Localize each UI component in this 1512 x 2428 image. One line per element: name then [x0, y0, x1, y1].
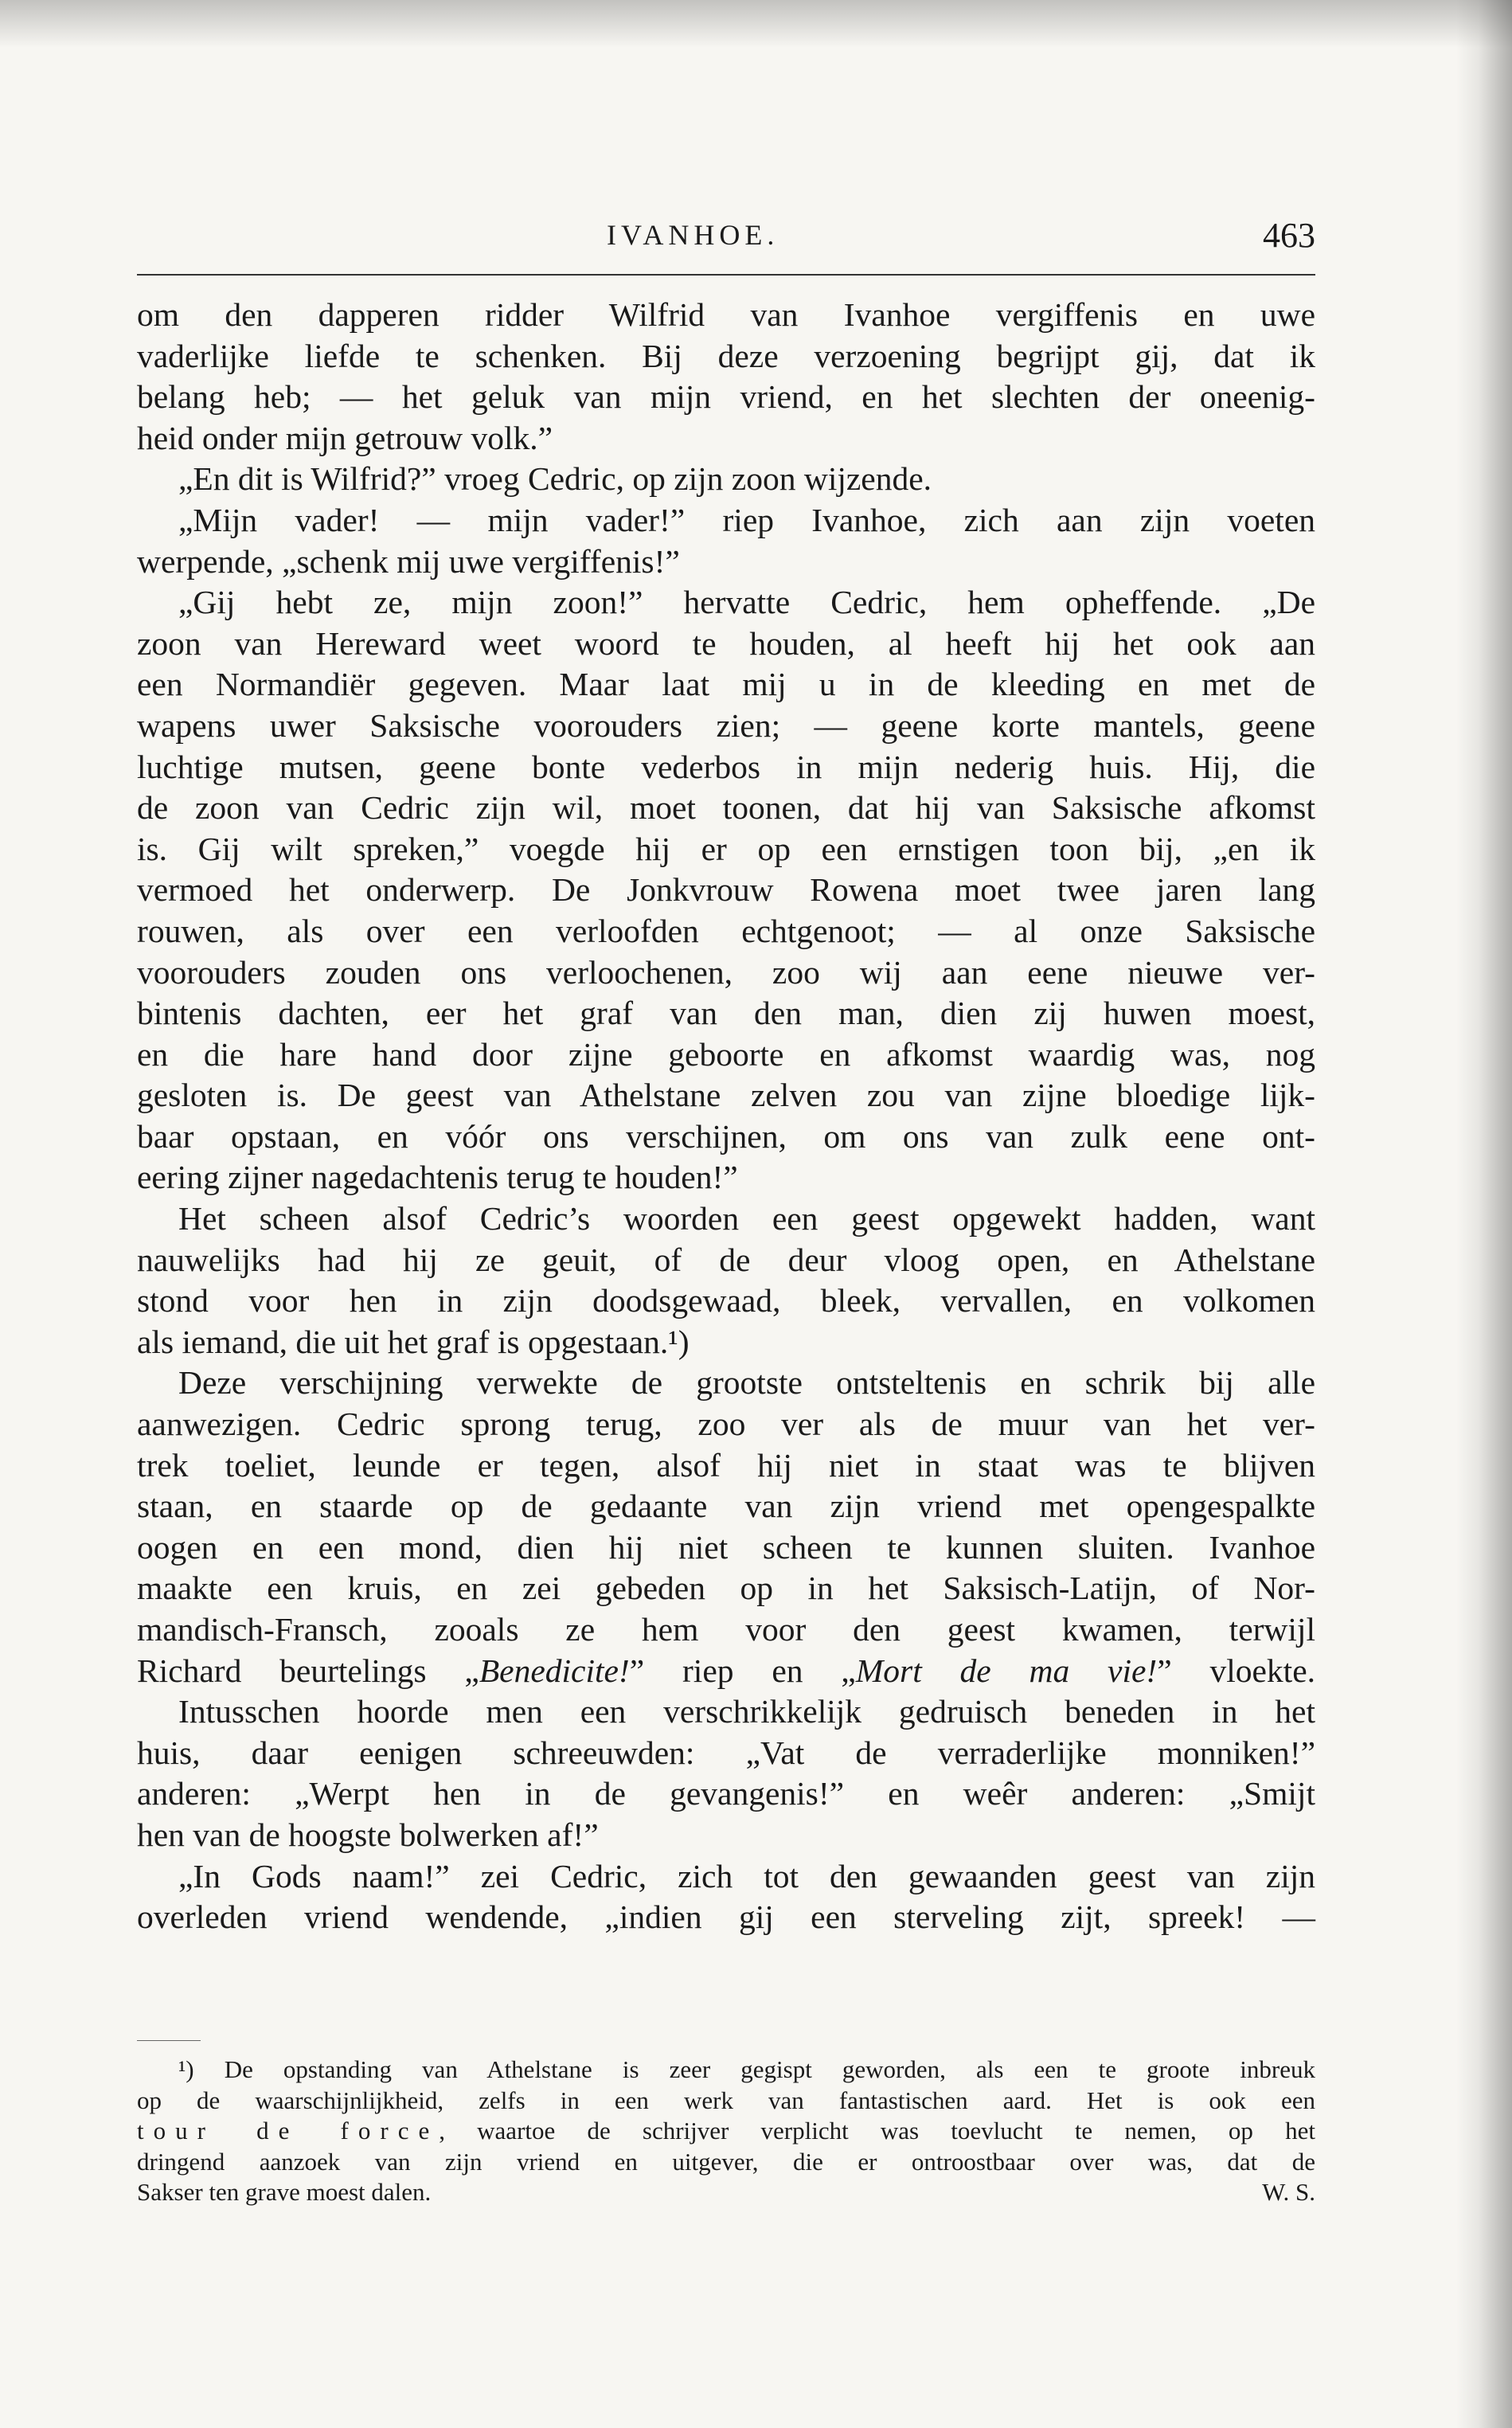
text-line: hen van de hoogste bolwerken af!” [137, 1816, 599, 1853]
text-line: „En dit is Wilfrid?” vroeg Cedric, op zijn zoon wijzende. [178, 460, 932, 498]
footnote-line [137, 2177, 1315, 2208]
text-line: trek toeliet, leunde er tegen, alsof hij niet in staat was te blijven [137, 1446, 1315, 1484]
text-fragment: Richard beurtelings „ [137, 1652, 479, 1689]
text-line: belang heb; — het geluk van mijn vriend, en het slechten der oneenig- [137, 378, 1315, 416]
text-fragment: , waartoe de schrijver verplicht was toevlucht te nemen, op het [439, 2117, 1315, 2145]
text-line: zoon van Hereward weet woord te houden, al heeft hij het ook aan [137, 624, 1315, 662]
scan-right-edge [1456, 0, 1512, 2428]
footnote-line [137, 2116, 1315, 2147]
text-line: als iemand, die uit het graf is opgestaan.¹) [137, 1323, 690, 1360]
text-line: werpende, „schenk mij uwe vergiffenis!” [137, 542, 680, 580]
header-rule [137, 274, 1315, 276]
text-line: vaderlijke liefde te schenken. Bij deze verzoening begrijpt gij, dat ik [137, 337, 1315, 374]
footnote-rule [137, 2040, 201, 2041]
running-title: IVANHOE. [607, 219, 779, 251]
text-fragment: ” vloekte. [1157, 1652, 1315, 1689]
text-line: luchtige mutsen, geene bonte vederbos in mijn nederig huis. Hij, die [137, 748, 1315, 785]
text-line: „Mijn vader! — mijn vader!” riep Ivanhoe, zich aan zijn voeten [178, 501, 1315, 538]
footnote-line: dringend aanzoek van zijn vriend en uitgever, die er ontroostbaar over was, dat de [137, 2147, 1315, 2176]
text-line: huis, daar eenigen schreeuwden: „Vat de verraderlijke monniken!” [137, 1734, 1315, 1771]
footnote-line: ¹) De opstanding van Athelstane is zeer gegispt geworden, als een te groote inbreuk [178, 2055, 1315, 2083]
scan-top-edge [0, 0, 1512, 48]
text-line: overleden vriend wendende, „indien gij een sterveling zijt, spreek! — [137, 1898, 1315, 1936]
text-line: en die hare hand door zijne geboorte en afkomst waardig was, nog [137, 1035, 1315, 1073]
text-line: gesloten is. De geest van Athelstane zelven zou van zijne bloedige lijk- [137, 1077, 1315, 1114]
spaced-phrase: tour de force [137, 2117, 440, 2145]
text-line: baar opstaan, en vóór ons verschijnen, om ons van zulk eene ont- [137, 1117, 1315, 1155]
text-line: „Gij hebt ze, mijn zoon!” hervatte Cedric, hem opheffende. „De [178, 584, 1315, 621]
page-header [137, 209, 1315, 272]
italic-mort-de-ma-vie: Mort de ma vie! [855, 1652, 1158, 1689]
text-line: aanwezigen. Cedric sprong terug, zoo ver als de muur van het ver- [137, 1406, 1315, 1443]
footnote-line: op de waarschijnlijkheid, zelfs in een werk van fantastischen aard. Het is ook een [137, 2086, 1315, 2114]
text-line: stond voor hen in zijn doodsgewaad, bleek, vervallen, en volkomen [137, 1282, 1315, 1320]
text-line-richard [137, 1651, 1315, 1692]
italic-benedicite: Benedicite! [479, 1652, 630, 1689]
text-line: maakte een kruis, en zei gebeden op in het Saksisch-Latijn, of Nor- [137, 1570, 1315, 1607]
text-line: Intusschen hoorde men een verschrikkelijk gedruisch beneden in het [178, 1693, 1315, 1730]
text-line: vermoed het onderwerp. De Jonkvrouw Rowena moet twee jaren lang [137, 871, 1315, 909]
page-number: 463 [1263, 216, 1315, 255]
footnote-signature: W. S. [1262, 2178, 1315, 2207]
text-line: bintenis dachten, eer het graf van den man, dien zij huwen moest, [137, 995, 1315, 1032]
text-line: om den dapperen ridder Wilfrid van Ivanhoe vergiffenis en uwe [137, 296, 1315, 333]
text-line: oogen en een mond, dien hij niet scheen te kunnen sluiten. Ivanhoe [137, 1528, 1315, 1566]
text-line: een Normandiër gegeven. Maar laat mij u in de kleeding en met de [137, 666, 1315, 703]
text-line: Deze verschijning verwekte de grootste ontsteltenis en schrik bij alle [178, 1364, 1315, 1402]
text-line: rouwen, als over een verloofden echtgenoot; — al onze Saksische [137, 912, 1315, 949]
body-text [137, 295, 1315, 1938]
text-line: wapens uwer Saksische voorouders zien; — geene korte mantels, geene [137, 706, 1315, 744]
text-line: Het scheen alsof Cedric’s woorden een geest opgewekt hadden, want [178, 1200, 1315, 1237]
footnote [137, 2055, 1315, 2208]
text-line: heid onder mijn getrouw volk.” [137, 419, 553, 456]
text-line: „In Gods naam!” zei Cedric, zich tot den gewaanden geest van zijn [178, 1857, 1315, 1894]
text-line: de zoon van Cedric zijn wil, moet toonen, dat hij van Saksische afkomst [137, 789, 1315, 827]
text-line: voorouders zouden ons verloochenen, zoo wij aan eene nieuwe ver- [137, 953, 1315, 991]
text-line: eering zijner nagedachtenis terug te houden!” [137, 1159, 738, 1196]
text-line: nauwelijks had hij ze geuit, of de deur vloog open, en Athelstane [137, 1241, 1315, 1278]
text-fragment: ” riep en „ [629, 1652, 856, 1689]
footnote-last-text: Sakser ten grave moest dalen. [137, 2178, 432, 2207]
text-line: staan, en staarde op de gedaante van zijn vriend met opengespalkte [137, 1488, 1315, 1525]
text-line: mandisch-Fransch, zooals ze hem voor den geest kwamen, terwijl [137, 1611, 1315, 1648]
text-line: is. Gij wilt spreken,” voegde hij er op een ernstigen toon bij, „en ik [137, 830, 1315, 867]
text-line: anderen: „Werpt hen in de gevangenis!” en weêr anderen: „Smijt [137, 1775, 1315, 1812]
